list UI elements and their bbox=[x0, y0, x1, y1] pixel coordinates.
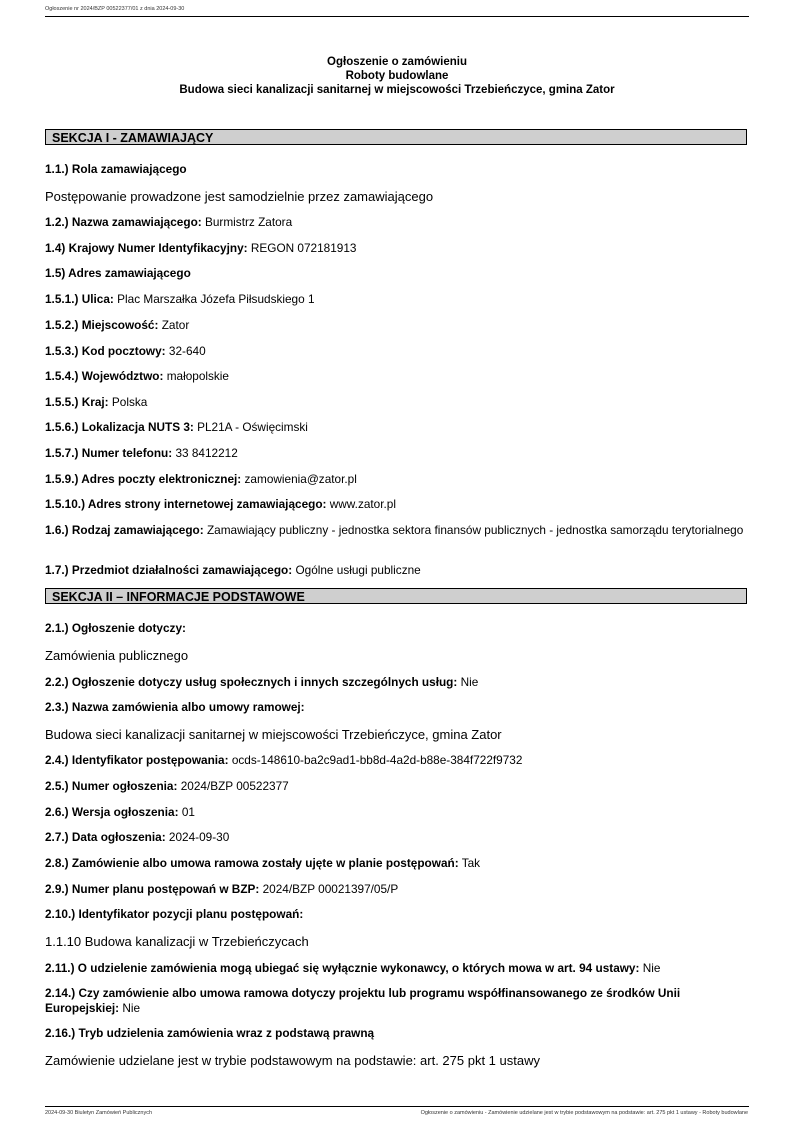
field-label: 1.7.) Przedmiot działalności zamawiającego: bbox=[45, 563, 293, 577]
field-label: 2.9.) Numer planu postępowań w BZP: bbox=[45, 882, 260, 896]
field-label: 2.2.) Ogłoszenie dotyczy usług społecznych i innych szczególnych usług: bbox=[45, 675, 458, 689]
field-label: 2.5.) Numer ogłoszenia: bbox=[45, 779, 178, 793]
field-value: zamowienia@zator.pl bbox=[244, 472, 357, 486]
field-1-1-value: Postępowanie prowadzone jest samodzielnie przez zamawiającego bbox=[45, 189, 434, 204]
field-label: 1.5.7.) Numer telefonu: bbox=[45, 446, 173, 460]
field-1-1 bbox=[45, 162, 749, 177]
field-2-8 bbox=[45, 856, 749, 871]
field-2-16 bbox=[45, 1026, 749, 1041]
field-2-6 bbox=[45, 805, 749, 820]
field-2-16-value: Zamówienie udzielane jest w trybie podstawowym na podstawie: art. 275 pkt 1 ustawy bbox=[45, 1053, 540, 1068]
field-value: 2024-09-30 bbox=[168, 830, 230, 844]
field-label: 1.5.10.) Adres strony internetowej zamawiającego: bbox=[45, 497, 327, 511]
field-1-5 bbox=[45, 266, 749, 281]
title-line-2: Roboty budowlane bbox=[345, 70, 449, 82]
field-label: 2.3.) Nazwa zamówienia albo umowy ramowej: bbox=[45, 700, 305, 714]
field-1-4 bbox=[45, 241, 749, 256]
title-block bbox=[45, 55, 749, 97]
field-2-11 bbox=[45, 961, 749, 976]
field-2-1 bbox=[45, 621, 749, 636]
field-1-5-9 bbox=[45, 472, 749, 487]
field-1-7 bbox=[45, 563, 749, 578]
field-label: 1.5.1.) Ulica: bbox=[45, 292, 114, 306]
field-value: 01 bbox=[181, 805, 195, 819]
field-label: 1.4) Krajowy Numer Identyfikacyjny: bbox=[45, 241, 248, 255]
field-1-6 bbox=[45, 523, 749, 538]
field-2-2 bbox=[45, 675, 749, 690]
field-2-14 bbox=[45, 986, 749, 1016]
field-value: Tak bbox=[461, 856, 481, 870]
field-label: 2.1.) Ogłoszenie dotyczy: bbox=[45, 621, 186, 635]
field-value: Plac Marszałka Józefa Piłsudskiego 1 bbox=[117, 292, 315, 306]
footer-rule bbox=[45, 1106, 749, 1107]
field-2-9 bbox=[45, 882, 749, 897]
field-label: 2.7.) Data ogłoszenia: bbox=[45, 830, 166, 844]
field-label: 2.10.) Identyfikator pozycji planu postępowań: bbox=[45, 907, 304, 921]
field-2-1-value: Zamówienia publicznego bbox=[45, 648, 189, 663]
field-2-3 bbox=[45, 700, 749, 715]
field-value: PL21A - Oświęcimski bbox=[197, 420, 308, 434]
field-label: 2.11.) O udzielenie zamówienia mogą ubiegać się wyłącznie wykonawcy, o których mowa w art. 94 ustawy: bbox=[45, 961, 640, 975]
field-label: 2.4.) Identyfikator postępowania: bbox=[45, 753, 229, 767]
field-value: Zator bbox=[161, 318, 190, 332]
field-label: 2.8.) Zamówienie albo umowa ramowa zostały ujęte w planie postępowań: bbox=[45, 856, 459, 870]
field-1-2 bbox=[45, 215, 749, 230]
section-2-heading: SEKCJA II – INFORMACJE PODSTAWOWE bbox=[45, 588, 747, 604]
field-1-5-2 bbox=[45, 318, 749, 333]
field-2-3-value: Budowa sieci kanalizacji sanitarnej w miejscowości Trzebieńczyce, gmina Zator bbox=[45, 727, 502, 742]
field-label: 1.5) Adres zamawiającego bbox=[45, 266, 191, 280]
field-2-4 bbox=[45, 753, 749, 768]
field-value: małopolskie bbox=[166, 369, 229, 383]
field-2-10 bbox=[45, 907, 749, 922]
footer-left: 2024-09-30 Biuletyn Zamówień Publicznych bbox=[45, 1110, 153, 1116]
title-line-3: Budowa sieci kanalizacji sanitarnej w miejscowości Trzebieńczyce, gmina Zator bbox=[179, 84, 615, 96]
field-value: 32-640 bbox=[168, 344, 206, 358]
field-1-5-3 bbox=[45, 344, 749, 359]
title-line-1: Ogłoszenie o zamówieniu bbox=[327, 56, 467, 68]
field-label: 1.6.) Rodzaj zamawiającego: bbox=[45, 523, 204, 537]
field-value: Nie bbox=[122, 1001, 141, 1015]
field-label: 1.5.6.) Lokalizacja NUTS 3: bbox=[45, 420, 194, 434]
field-label: 2.14.) Czy zamówienie albo umowa ramowa dotyczy projektu lub programu współfinansowanego ze środków Unii Europejskiej: bbox=[45, 986, 681, 1015]
field-1-5-5 bbox=[45, 395, 749, 410]
field-value: 33 8412212 bbox=[175, 446, 238, 460]
field-value: Nie bbox=[642, 961, 661, 975]
field-label: 1.5.9.) Adres poczty elektronicznej: bbox=[45, 472, 242, 486]
section-1-heading: SEKCJA I - ZAMAWIAJĄCY bbox=[45, 129, 747, 145]
field-value: www.zator.pl bbox=[329, 497, 396, 511]
field-label: 1.5.2.) Miejscowość: bbox=[45, 318, 159, 332]
field-label: 2.16.) Tryb udzielenia zamówienia wraz z podstawą prawną bbox=[45, 1026, 375, 1040]
field-label: 1.5.3.) Kod pocztowy: bbox=[45, 344, 166, 358]
field-1-5-6 bbox=[45, 420, 749, 435]
field-label: 2.6.) Wersja ogłoszenia: bbox=[45, 805, 179, 819]
field-label: 1.1.) Rola zamawiającego bbox=[45, 162, 187, 176]
field-2-10-value: 1.1.10 Budowa kanalizacji w Trzebieńczycach bbox=[45, 934, 309, 949]
field-2-5 bbox=[45, 779, 749, 794]
field-label: 1.5.5.) Kraj: bbox=[45, 395, 109, 409]
field-value: Nie bbox=[460, 675, 479, 689]
field-1-5-7 bbox=[45, 446, 749, 461]
field-value: REGON 072181913 bbox=[250, 241, 357, 255]
field-2-7 bbox=[45, 830, 749, 845]
footer-right: Ogłoszenie o zamówieniu - Zamówienie udzielane jest w trybie podstawowym na podstawie: art. 275 pkt 1 ustawy - Roboty budowlane bbox=[420, 1110, 748, 1116]
header-note: Ogłoszenie nr 2024/BZP 00522377/01 z dnia 2024-09-30 bbox=[45, 6, 185, 12]
header-rule bbox=[45, 16, 749, 17]
field-value: 2024/BZP 00021397/05/P bbox=[262, 882, 399, 896]
field-value: 2024/BZP 00522377 bbox=[180, 779, 289, 793]
field-value: Ogólne usługi publiczne bbox=[295, 563, 421, 577]
field-value: Burmistrz Zatora bbox=[204, 215, 293, 229]
field-1-5-1 bbox=[45, 292, 749, 307]
field-label: 1.2.) Nazwa zamawiającego: bbox=[45, 215, 202, 229]
field-label: 1.5.4.) Województwo: bbox=[45, 369, 164, 383]
field-1-5-10 bbox=[45, 497, 749, 512]
field-value: Polska bbox=[111, 395, 148, 409]
field-value: ocds-148610-ba2c9ad1-bb8d-4a2d-b88e-384f722f9732 bbox=[231, 753, 523, 767]
field-1-5-4 bbox=[45, 369, 749, 384]
field-value: Zamawiający publiczny - jednostka sektora finansów publicznych - jednostka samorządu terytorialnego bbox=[206, 523, 744, 537]
